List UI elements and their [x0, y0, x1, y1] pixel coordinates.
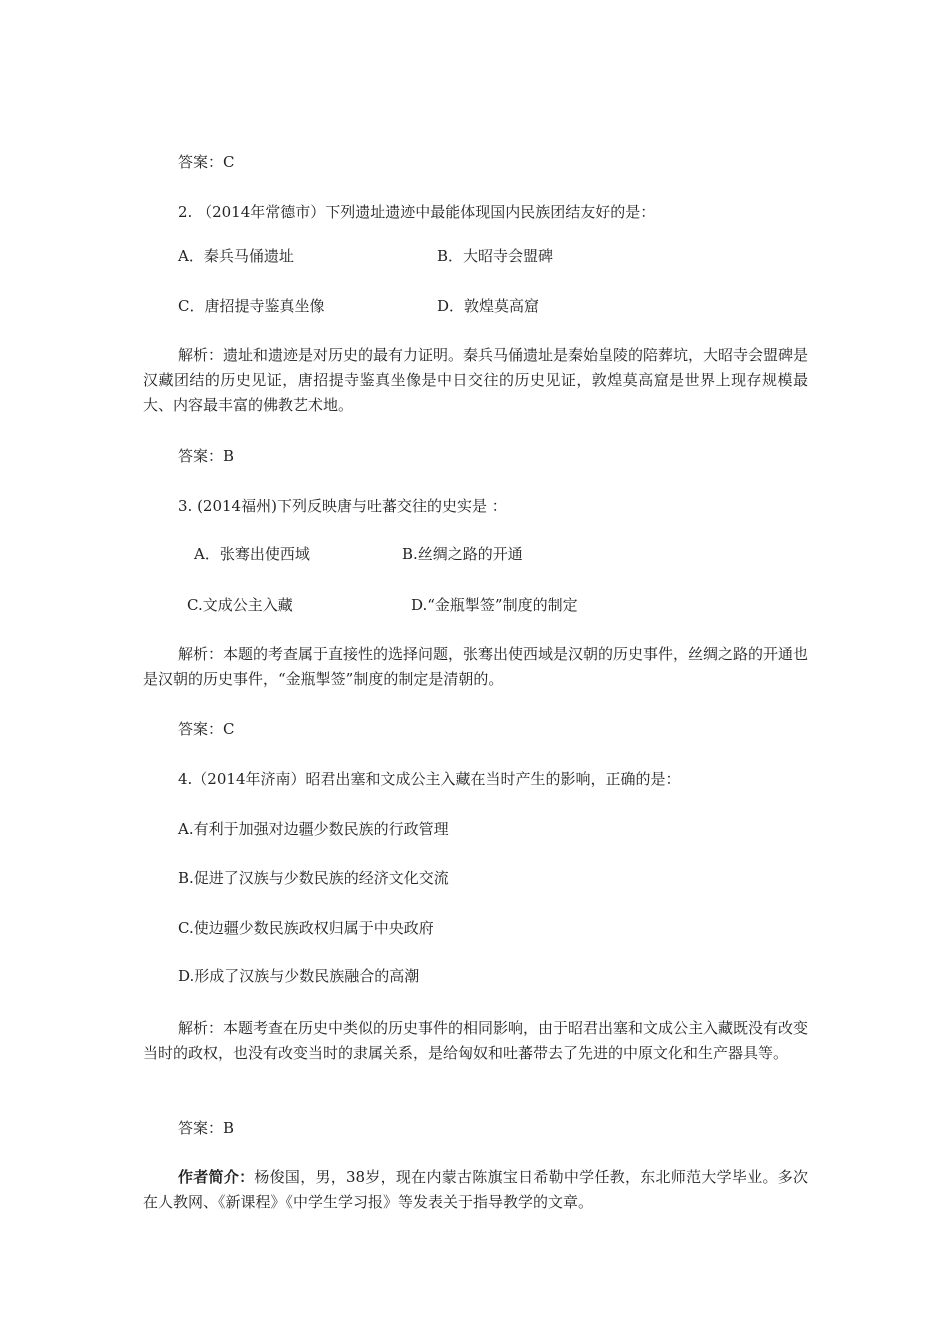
q4-answer: 答案：B	[178, 1119, 235, 1137]
q2-option-a: A．秦兵马俑遗址	[178, 247, 294, 265]
q3-stem: 3. (2014福州)下列反映唐与吐蕃交往的史实是 ：	[178, 497, 507, 515]
q1-answer: 答案：C	[178, 153, 235, 171]
author-bio	[143, 1165, 808, 1215]
q2-option-c: C．唐招提寺鉴真坐像	[178, 297, 325, 315]
q2-stem: 2. （2014年常德市）下列遗址遗迹中最能体现国内民族团结友好的是：	[178, 203, 656, 221]
q4-option-c: C.使边疆少数民族政权归属于中央政府	[178, 919, 434, 937]
q3-option-c: C.文成公主入藏	[187, 596, 293, 614]
author-bio-label: 作者简介：	[178, 1168, 255, 1186]
q2-answer: 答案：B	[178, 447, 235, 465]
q4-option-b: B.促进了汉族与少数民族的经济文化交流	[178, 869, 449, 887]
q4-stem: 4.（2014年济南）昭君出塞和文成公主入藏在当时产生的影响，正确的是：	[178, 770, 681, 788]
q3-answer: 答案：C	[178, 720, 235, 738]
q4-option-d: D.形成了汉族与少数民族融合的高潮	[178, 967, 420, 985]
q3-analysis: 解析：本题的考查属于直接性的选择问题，张骞出使西域是汉朝的历史事件，丝绸之路的开通也是汉朝的历史事件，“金瓶掣签”制度的制定是清朝的。	[143, 645, 809, 688]
q3-option-b: B.丝绸之路的开通	[402, 545, 523, 563]
q3-option-a: A．张骞出使西域	[194, 545, 310, 563]
q2-option-d: D．敦煌莫高窟	[437, 297, 540, 315]
q4-option-a: A.有利于加强对边疆少数民族的行政管理	[178, 820, 449, 838]
q3-option-d: D.“金瓶掣签”制度的制定	[411, 596, 578, 614]
q4-analysis: 解析：本题考查在历史中类似的历史事件的相同影响，由于昭君出塞和文成公主入藏既没有改变当时的政权，也没有改变当时的隶属关系，是给匈奴和吐蕃带去了先进的中原文化和生产器具等。	[143, 1019, 809, 1062]
author-bio-text: 杨俊国，男，38岁，现在内蒙古陈旗宝日希勒中学任教，东北师范大学毕业。多次在人教网、《新课程》《中学生学习报》等发表关于指导教学的文章。	[143, 1168, 808, 1211]
q2-option-b: B．大昭寺会盟碑	[437, 247, 554, 265]
q2-analysis: 解析：遗址和遗迹是对历史的最有力证明。秦兵马俑遗址是秦始皇陵的陪葬坑，大昭寺会盟碑是汉藏团结的历史见证，唐招提寺鉴真坐像是中日交往的历史见证，敦煌莫高窟是世界上现存规模最大、内容最丰富的佛教艺术地。	[143, 346, 809, 414]
